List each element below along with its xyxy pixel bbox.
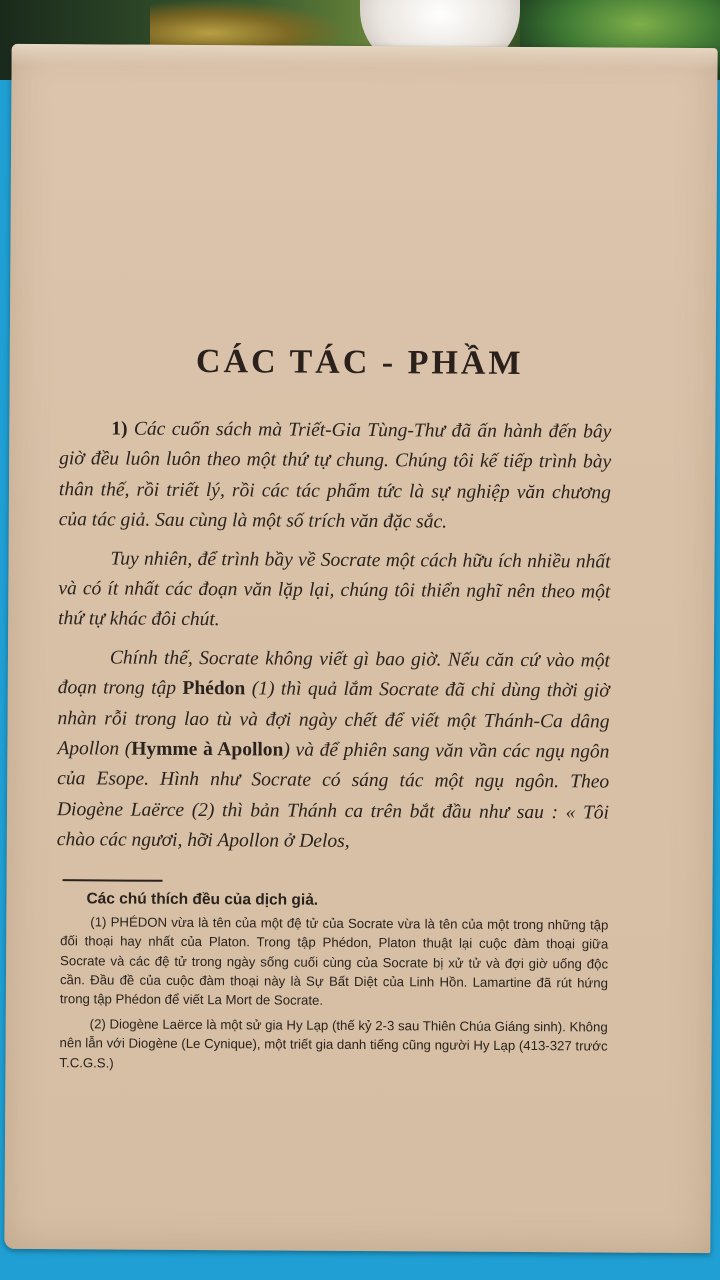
footnote-divider <box>63 879 163 882</box>
paragraph-3-part-1: Chính thế, Socrate không viết gì bao giờ. Nếu căn cứ vào một đoạn trong tập <box>57 647 610 700</box>
paragraph-3-part-3: ) và để phiên sang văn vần các ngụ ngôn của Esope. Hình như Socrate có sáng tác một ngụ ngôn. Theo Diogène Laërce (2) thì bản Thánh ca trên bắt đầu như sau : « Tôi chào các ngươi, hỡi Apollon ở Delos, <box>56 739 610 853</box>
paragraph-3-part-2: (1) thì quả lắm Socrate đã chỉ dùng thời giờ nhàn rỗi trong lao tù và đợi ngày chết để viết một Thánh-Ca dâng Apollon ( <box>57 678 610 760</box>
page-top-edge <box>12 44 718 70</box>
page-title: CÁC TÁC - PHẦM <box>195 342 524 382</box>
book-title-phedon: Phédon <box>182 678 246 700</box>
footnotes <box>59 889 608 1081</box>
body-text <box>57 414 612 867</box>
paragraph-2: Tuy nhiên, để trình bầy về Socrate một cách hữu ích nhiều nhất và có ít nhất các đoạn văn lặp lại, chúng tôi thiển nghĩ nên theo một thứ tự khác đôi chút. <box>58 548 611 631</box>
paragraph-1-text: Các cuốn sách mà Triết-Gia Tùng-Thư đã ấn hành đến bây giờ đều luôn luôn theo một thứ tự chung. Chúng tôi kế tiếp trình bày thân thế, rồi triết lý, rồi các tác phẩm tức là sự nghiệp văn chương của tác giả. Sau cùng là một số trích văn đặc sắc. <box>58 418 612 533</box>
footnote-2: (2) Diogène Laërce là một sử gia Hy Lạp (thế kỷ 2-3 sau Thiên Chúa Giáng sinh). Không nên lẫn với Diogène (Le Cynique), một triết gia danh tiếng cũng người Hy Lạp (413-327 trước T.C.G.S.) <box>59 1016 608 1071</box>
paragraph-1 <box>59 414 612 539</box>
paragraph-number: 1) <box>111 418 128 440</box>
footnotes-heading: Các chú thích đều của dịch giả. <box>86 890 319 909</box>
footnote-1: (1) PHÉDON vừa là tên của một đệ tử của Socrate vừa là tên của một trong những tập đối thoại hay nhất của Platon. Trong tập Phédon, Platon thuật lại cuộc đàm thoại giữa Socrate và các đệ tử trong ngày sống cuối cùng của Socrate bị xử tử và đợi giờ uống độc cần. Đầu đề của cuộc đàm thoại này là Sự Bất Diệt của Linh Hồn. Lamartine đã rút hứng trong tập Phédon để viết La Mort de Socrate. <box>59 914 609 1008</box>
book-page <box>4 44 717 1253</box>
hymn-title: Hymme à Apollon <box>131 738 284 761</box>
paragraph-3 <box>57 643 610 859</box>
